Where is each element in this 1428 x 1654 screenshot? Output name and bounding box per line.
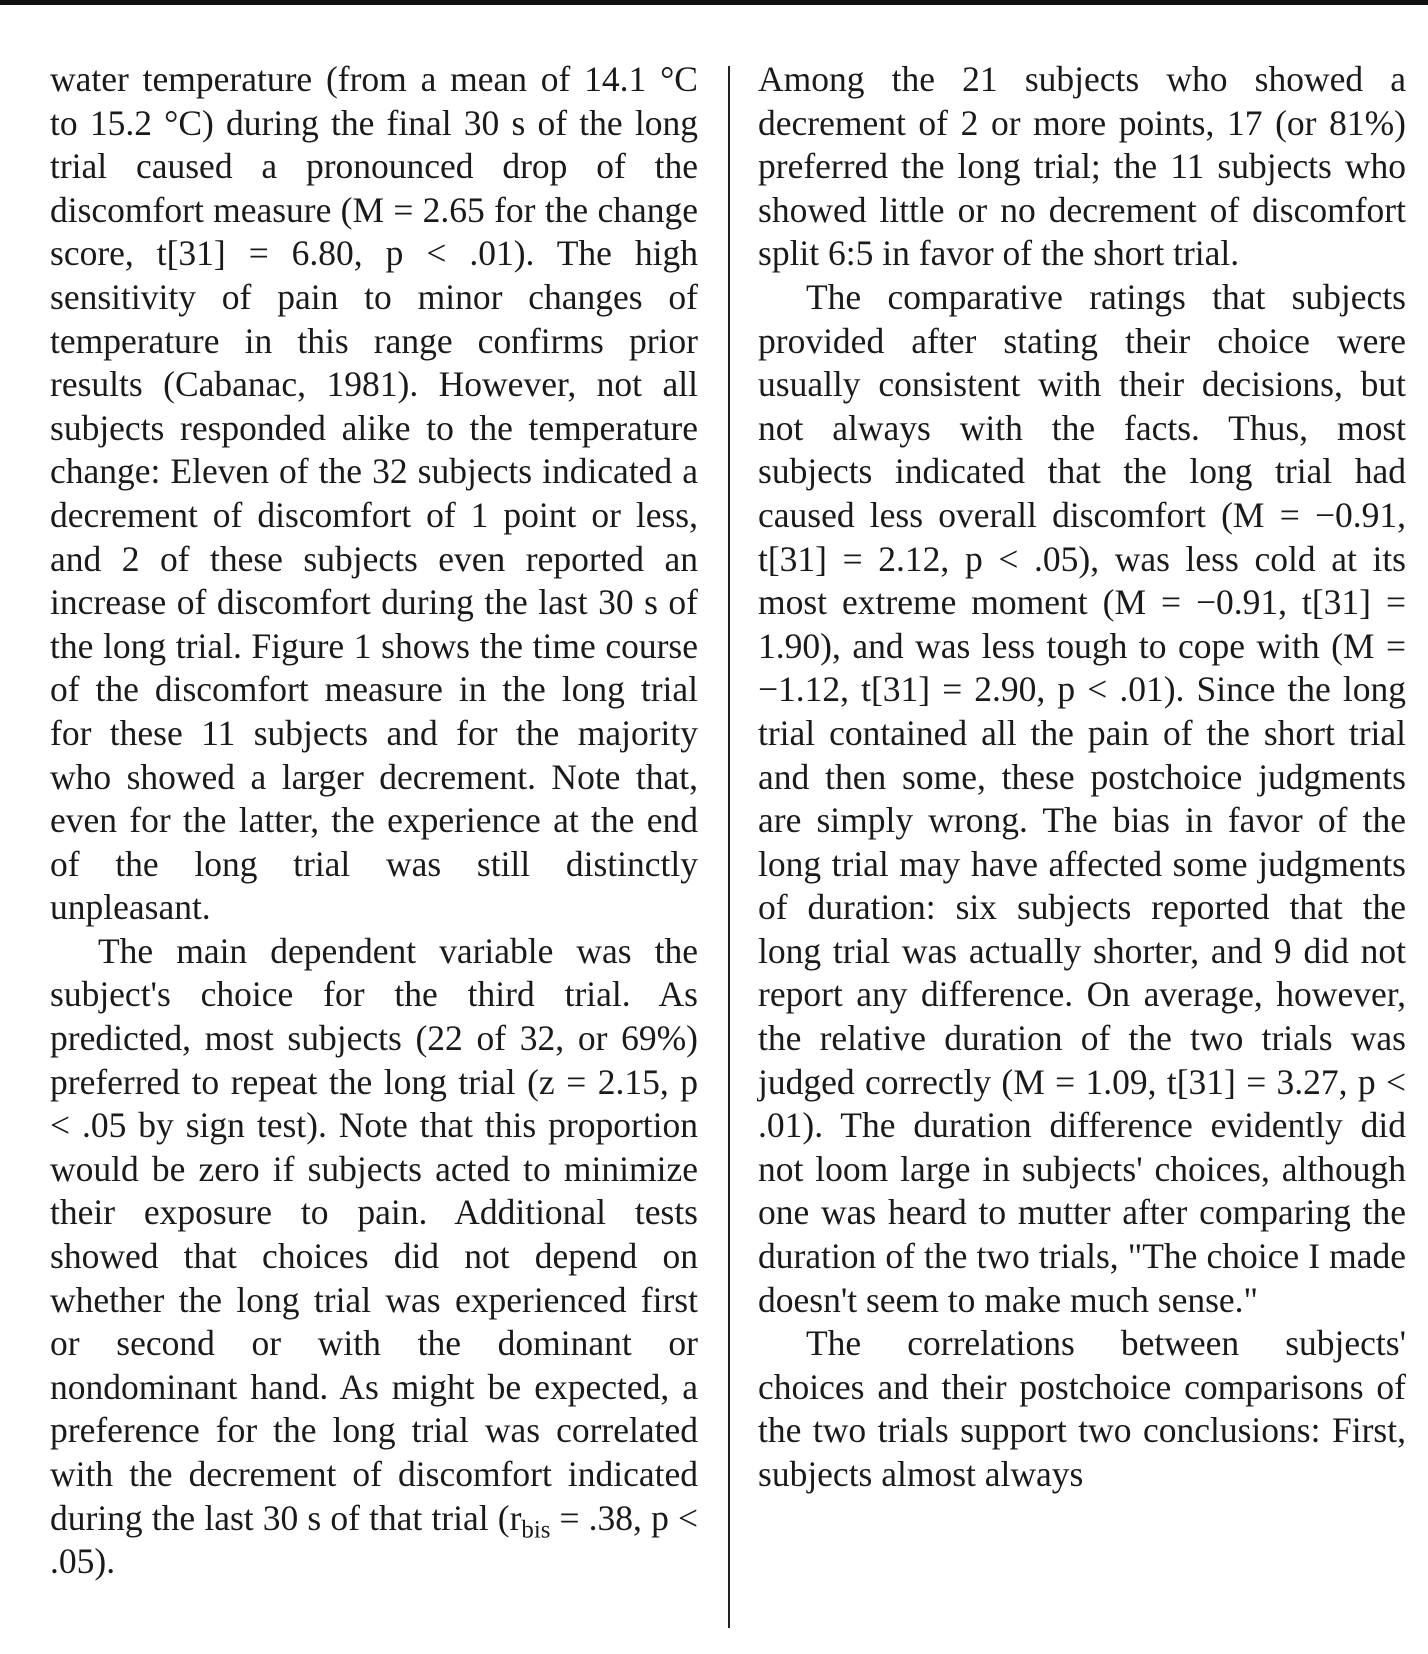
left-paragraph-2 [50, 930, 698, 1584]
left-paragraph-2-end: = .38, p < .05). [50, 1497, 698, 1582]
left-column [50, 58, 698, 1584]
left-paragraph-2-text: The main dependent variable was the subject's choice for the third trial. As predicted, most subjects (22 of 32, or 69%) preferred to repeat the long trial (z = 2.15, p < .05 by sign test). Note that this proportion would be zero if subjects acted to minimize their exposure to pain. Additional tests showed that choices did not depend on whether the long trial was experienced first or second or with the dominant or nondominant hand. As might be expected, a preference for the long trial was correlated with the decrement of discomfort indicated during the last 30 s of that trial (r [50, 930, 698, 1538]
r-bis-subscript: bis [521, 1516, 551, 1544]
left-paragraph-1: water temperature (from a mean of 14.1 °C to 15.2 °C) during the final 30 s of the long trial caused a pronounced drop of the discomfort measure (M = 2.65 for the change score, t[31] = 6.80, p < .01). The high sensitivity of pain to minor changes of temperature in this range confirms prior results (Cabanac, 1981). However, not all subjects responded alike to the temperature change: Eleven of the 32 subjects indicated a decrement of discomfort of 1 point or less, and 2 of these subjects even reported an increase of discomfort during the last 30 s of the long trial. Figure 1 shows the time course of the discomfort measure in the long trial for these 11 subjects and for the majority who showed a larger decrement. Note that, even for the latter, the experience at the end of the long trial was still distinctly unpleasant. [50, 59, 698, 928]
right-paragraph-2: The comparative ratings that subjects provided after stating their choice were usually consistent with their decisions, but not always with the facts. Thus, most subjects indicated that the long trial had caused less overall discomfort (M = −0.91, t[31] = 2.12, p < .05), was less cold at its most extreme moment (M = −0.91, t[31] = 1.90), and was less tough to cope with (M = −1.12, t[31] = 2.90, p < .01). Since the long trial contained all the pain of the short trial and then some, these postchoice judgments are simply wrong. The bias in favor of the long trial may have affected some judgments of duration: six subjects reported that the long trial was actually shorter, and 9 did not report any difference. On average, however, the relative duration of the two trials was judged correctly (M = 1.09, t[31] = 3.27, p < .01). The duration difference evidently did not loom large in subjects' choices, although one was heard to mutter after comparing the duration of the two trials, "The choice I made doesn't seem to make much sense." [758, 276, 1406, 1320]
right-paragraph-3: The correlations between subjects' choices and their postchoice comparisons of the two trials support two conclusions: First, subjects almost always [758, 1323, 1406, 1494]
top-rule [0, 0, 1428, 5]
column-divider [728, 66, 730, 1628]
right-paragraph-1: Among the 21 subjects who showed a decrement of 2 or more points, 17 (or 81%) preferred the long trial; the 11 subjects who showed little or no decrement of discomfort split 6:5 in favor of the short trial. [758, 59, 1406, 274]
right-column [758, 58, 1406, 1497]
